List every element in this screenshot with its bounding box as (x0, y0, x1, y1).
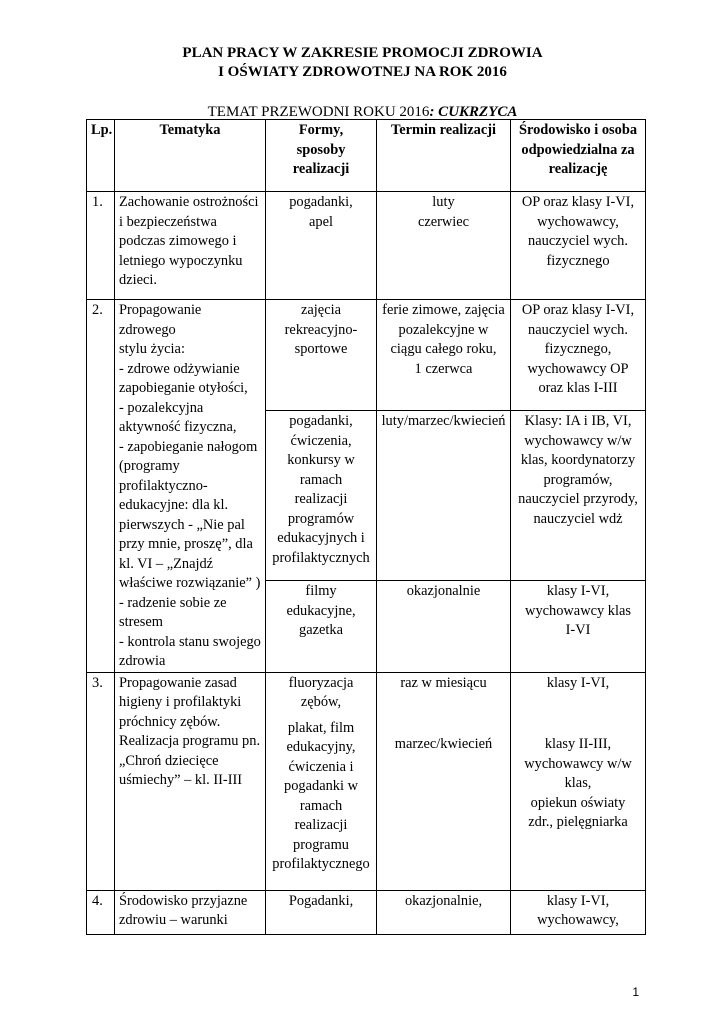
row2-sub2-termin: luty/marzec/kwiecień (377, 411, 511, 581)
row1-termin: luty czerwiec (377, 192, 511, 300)
table-row (87, 300, 646, 411)
row2-sub2-srodowisko: Klasy: IA i IB, VI, wychowawcy w/w klas, koordynatorzy programów, nauczyciel przyrody, nauczyciel wdż (511, 411, 646, 581)
row2-tematyka: Propagowanie zdrowego stylu życia: - zdrowe odżywianie zapobieganie otyłości, - pozalekcyjna aktywność fizyczna, - zapobieganie nałogom (programy profilaktyczno- edukacyjne: dla kl. pierwszych - „Nie pal przy mnie, proszę”, dla kl. VI – „Znajdź właściwe rozwiązanie” ) - radzenie sobie ze stresem - kontrola stanu swojego zdrowia (115, 300, 266, 673)
row3-formy-a: fluoryzacja zębów, (288, 674, 354, 710)
header-termin: Termin realizacji (377, 120, 511, 192)
row3-tematyka: Propagowanie zasad higieny i profilaktyki próchnicy zębów. Realizacja programu pn. „Chroń dziecięce uśmiechy” – kl. II-III (115, 672, 266, 890)
subtitle-theme: : CUKRZYCA (429, 104, 518, 120)
row3-formy-b: plakat, film edukacyjny, ćwiczenia i pogadanki w ramach realizacji programu profilaktycznego (272, 719, 370, 872)
header-tematyka: Tematyka (115, 120, 266, 192)
row4-lp: 4. (87, 890, 115, 934)
header-lp: Lp. (87, 120, 115, 192)
row1-formy: pogadanki, apel (266, 192, 377, 300)
document-title-line1: PLAN PRACY W ZAKRESIE PROMOCJI ZDROWIA (182, 45, 543, 61)
header-srodowisko: Środowisko i osoba odpowiedzialna za realizację (511, 120, 646, 192)
header-formy: Formy, sposoby realizacji (266, 120, 377, 192)
row2-sub3-termin: okazjonalnie (377, 581, 511, 672)
row3-termin-b: marzec/kwiecień (394, 736, 493, 752)
row4-termin: okazjonalnie, (377, 890, 511, 934)
row1-lp: 1. (87, 192, 115, 300)
table-header-row (87, 120, 646, 192)
table-row (87, 890, 646, 934)
row3-srodowisko-a: klasy I-VI, (546, 674, 610, 691)
health-plan-table (86, 119, 646, 935)
row3-lp: 3. (87, 672, 115, 890)
row3-srodowisko (511, 672, 646, 890)
table-row (87, 672, 646, 890)
row2-lp: 2. (87, 300, 115, 673)
row2-sub3-formy: filmy edukacyjne, gazetka (266, 581, 377, 672)
row4-tematyka: Środowisko przyjazne zdrowiu – warunki (115, 890, 266, 934)
table-row (87, 192, 646, 300)
row2-sub1-termin: ferie zimowe, zajęcia pozalekcyjne w ciągu całego roku, 1 czerwca (377, 300, 511, 411)
row2-sub1-formy: zajęcia rekreacyjno- sportowe (266, 300, 377, 411)
row2-sub1-srodowisko: OP oraz klasy I-VI, nauczyciel wych. fizycznego, wychowawcy OP oraz klas I-III (511, 300, 646, 411)
row3-formy (266, 672, 377, 890)
subtitle-prefix: TEMAT PRZEWODNI ROKU 2016 (207, 104, 430, 120)
row1-srodowisko: OP oraz klasy I-VI, wychowawcy, nauczyciel wych. fizycznego (511, 192, 646, 300)
document-title-line2: I OŚWIATY ZDROWOTNEJ NA ROK 2016 (218, 64, 507, 80)
row1-tematyka: Zachowanie ostrożności i bezpieczeństwa podczas zimowego i letniego wypoczynku dzieci. (115, 192, 266, 300)
page-number: 1 (632, 985, 639, 999)
row2-sub3-srodowisko: klasy I-VI, wychowawcy klas I-VI (511, 581, 646, 672)
row4-srodowisko: klasy I-VI, wychowawcy, (511, 890, 646, 934)
row3-srodowisko-b: klasy II-III, wychowawcy w/w klas, opiekun oświaty zdr., pielęgniarka (524, 736, 632, 830)
row3-termin-a: raz w miesiącu (400, 674, 487, 691)
row2-sub2-formy: pogadanki, ćwiczenia, konkursy w ramach realizacji programów edukacyjnych i profilaktycznych (266, 411, 377, 581)
row3-termin (377, 672, 511, 890)
row4-formy: Pogadanki, (266, 890, 377, 934)
